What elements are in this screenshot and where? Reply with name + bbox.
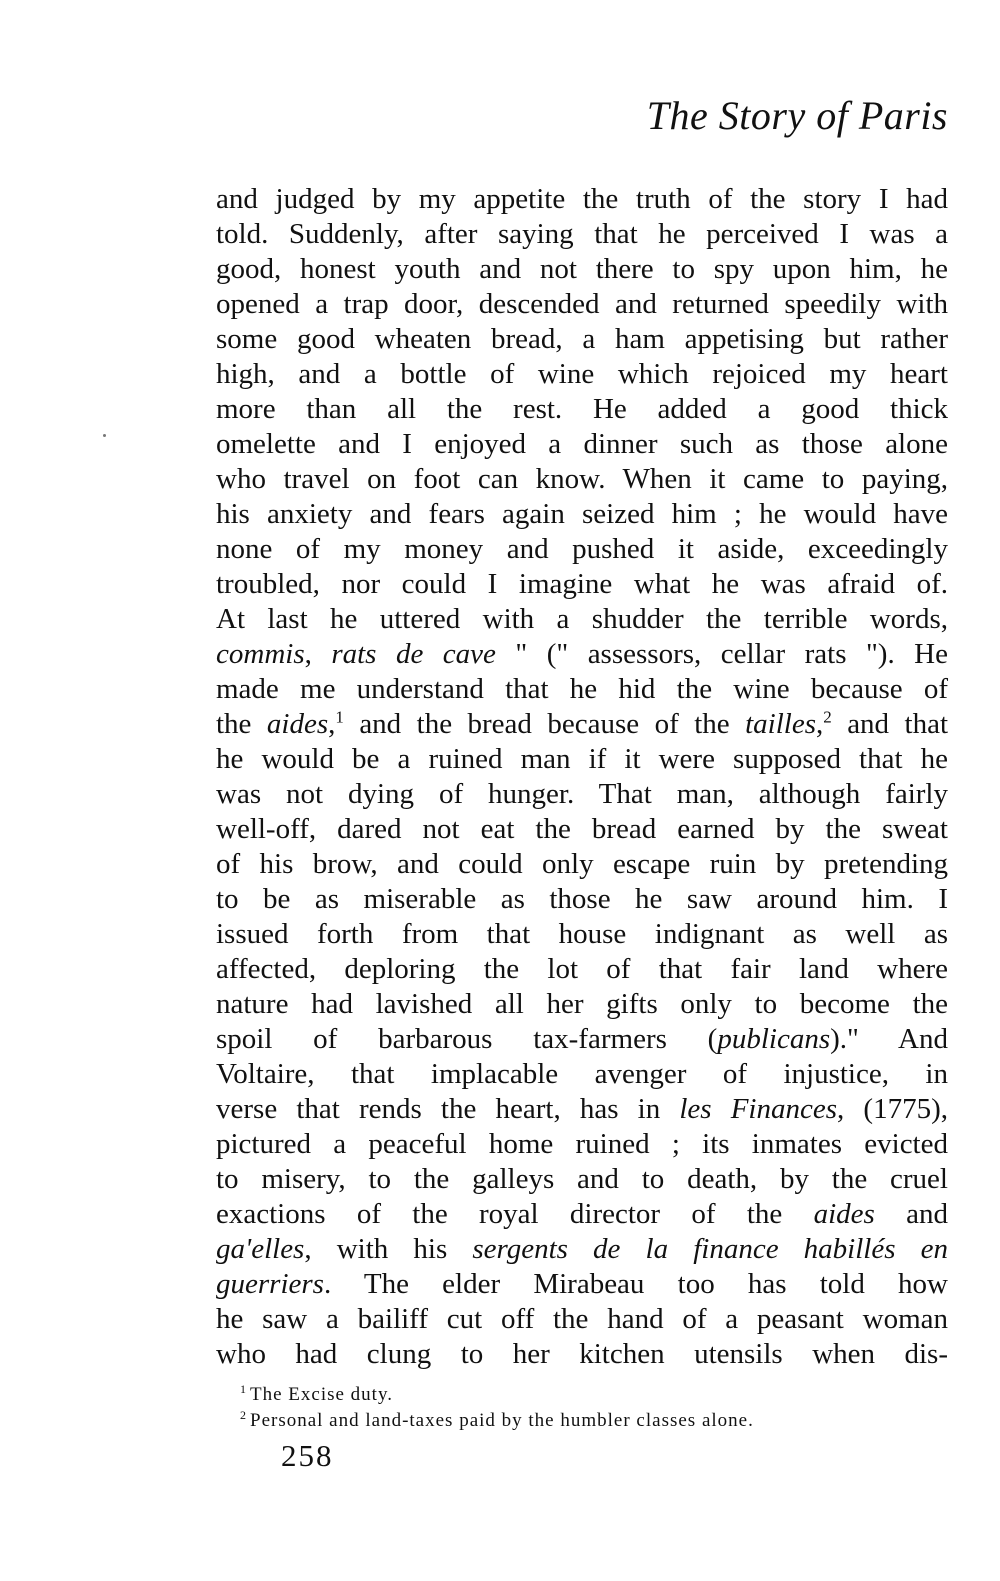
footnote-ref: 2 (823, 707, 832, 727)
text-line (216, 1127, 948, 1162)
text-run: and the bread because of the (343, 708, 746, 740)
text-run: he would be a ruined man if it were supposed that he (216, 743, 948, 775)
text-run: , (328, 708, 336, 740)
text-run: well-off, dared not eat the bread earned by the sweat (216, 813, 948, 845)
text-run: pictured a peaceful home ruined ; its inmates evicted (216, 1128, 948, 1160)
text-run: . The elder Mirabeau too has told how (323, 1268, 948, 1300)
italic-run: commis (216, 638, 305, 670)
text-line (216, 357, 948, 392)
page-number: 258 (281, 1438, 334, 1473)
footnote-number: 2 (240, 1407, 247, 1422)
text-run: nature had lavished all her gifts only to become the (216, 988, 948, 1020)
text-run: the (216, 708, 267, 740)
text-line (216, 1092, 948, 1127)
text-line (216, 497, 948, 532)
text-run: to misery, to the galleys and to death, by the cruel (216, 1163, 948, 1195)
text-line (216, 637, 948, 672)
italic-run: les Finances (679, 1093, 838, 1125)
italic-run: aides (813, 1198, 875, 1230)
text-line (216, 392, 948, 427)
text-run: " (" assessors, cellar rats "). He (495, 638, 948, 670)
text-line (216, 1022, 948, 1057)
text-run: high, and a bottle of wine which rejoiced my heart (216, 358, 948, 390)
text-run: and judged by my appetite the truth of the story I had (216, 183, 948, 215)
text-line (216, 812, 948, 847)
text-line (216, 1197, 948, 1232)
text-run: At last he uttered with a shudder the terrible words, (216, 603, 948, 635)
text-run: his anxiety and fears again seized him ; he would have (216, 498, 948, 530)
text-line (216, 287, 948, 322)
text-run: , (815, 708, 824, 740)
scan-speck (103, 434, 106, 437)
text-run: omelette and I enjoyed a dinner such as those alone (216, 428, 948, 460)
italic-run: publicans (717, 1023, 831, 1055)
text-run: , with his (304, 1233, 473, 1265)
text-line (216, 917, 948, 952)
text-line (216, 1337, 948, 1372)
text-line (216, 672, 948, 707)
text-line (216, 462, 948, 497)
footnote-number: 1 (240, 1381, 247, 1396)
italic-run: ga'elles (216, 1233, 305, 1265)
text-run: )." And (830, 1023, 948, 1055)
text-line (216, 882, 948, 917)
text-run: made me understand that he hid the wine because of (216, 673, 948, 705)
text-line (216, 252, 948, 287)
italic-run: guerriers (216, 1268, 324, 1300)
text-run: Voltaire, that implacable avenger of injustice, in (216, 1058, 948, 1090)
text-run: affected, deploring the lot of that fair land where (216, 953, 948, 985)
text-run: , (304, 638, 332, 670)
text-line (216, 427, 948, 462)
text-run: spoil of barbarous tax-farmers ( (216, 1023, 718, 1055)
running-head: The Story of Paris (646, 93, 948, 138)
text-run: , (1775), (837, 1093, 948, 1125)
text-line (216, 217, 948, 252)
footnote-text: Personal and land-taxes paid by the humbler classes alone. (250, 1410, 754, 1431)
text-line (216, 1232, 948, 1267)
footnote-ref: 1 (335, 707, 344, 727)
text-run: troubled, nor could I imagine what he was afraid of. (216, 568, 948, 600)
text-line (216, 952, 948, 987)
text-run: and that (831, 708, 948, 740)
text-line (216, 1267, 948, 1302)
text-run: some good wheaten bread, a ham appetising but rather (216, 323, 948, 355)
text-run: none of my money and pushed it aside, exceedingly (216, 533, 948, 565)
text-line (216, 182, 948, 217)
text-line (216, 742, 948, 777)
text-run: who travel on foot can know. When it came to paying, (216, 463, 948, 495)
body-text (216, 182, 948, 1372)
text-run: more than all the rest. He added a good thick (216, 393, 948, 425)
text-run: and (874, 1198, 948, 1230)
text-run: he saw a bailiff cut off the hand of a peasant woman (216, 1303, 948, 1335)
footnote (240, 1408, 940, 1434)
text-line (216, 777, 948, 812)
text-line (216, 847, 948, 882)
text-run: verse that rends the heart, has in (216, 1093, 680, 1125)
italic-run: sergents de la finance habillés en (472, 1233, 948, 1265)
text-run: told. Suddenly, after saying that he perceived I was a (216, 218, 948, 250)
text-line (216, 322, 948, 357)
text-line (216, 1162, 948, 1197)
italic-run: aides (266, 708, 329, 740)
text-line (216, 707, 948, 742)
italic-run: tailles (745, 708, 816, 740)
text-run: was not dying of hunger. That man, although fairly (216, 778, 948, 810)
text-run: to be as miserable as those he saw around him. I (216, 883, 948, 915)
text-run: good, honest youth and not there to spy upon him, he (216, 253, 948, 285)
text-line (216, 602, 948, 637)
text-line (216, 532, 948, 567)
italic-run: rats de cave (331, 638, 496, 670)
text-run: opened a trap door, descended and returned speedily with (216, 288, 948, 320)
text-run: issued forth from that house indignant as well as (216, 918, 948, 950)
text-run: exactions of the royal director of the (216, 1198, 814, 1230)
footnotes (240, 1382, 940, 1434)
text-line (216, 1057, 948, 1092)
text-line (216, 1302, 948, 1337)
footnote-text: The Excise duty. (250, 1384, 393, 1405)
text-line (216, 567, 948, 602)
footnote (240, 1382, 940, 1408)
text-run: of his brow, and could only escape ruin by pretending (216, 848, 948, 880)
text-line (216, 987, 948, 1022)
text-run: who had clung to her kitchen utensils when dis- (216, 1338, 948, 1370)
